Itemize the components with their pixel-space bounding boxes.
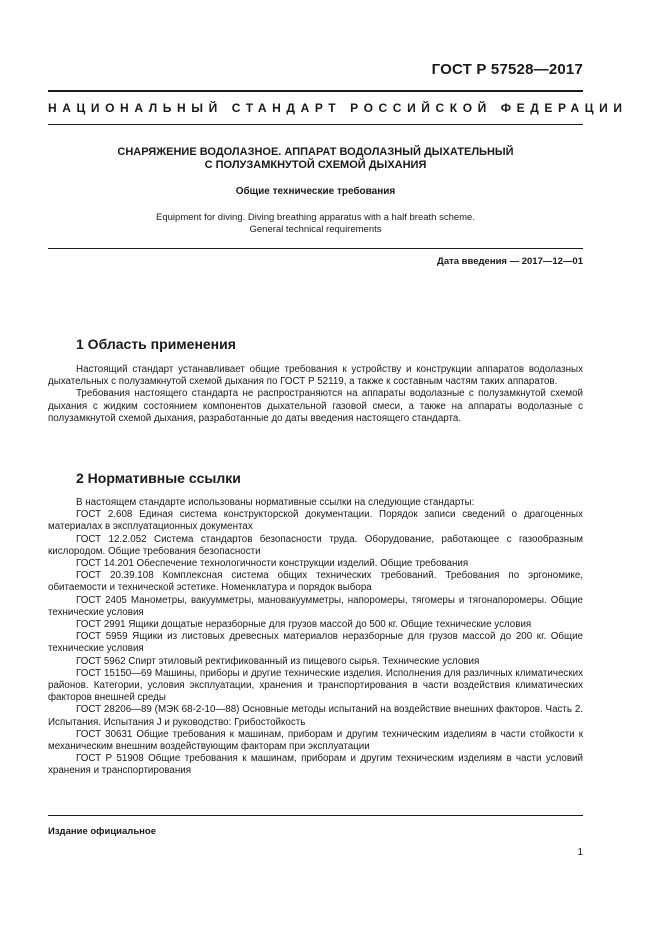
edition-label: Издание официальное [48,826,156,837]
section-2-heading: 2 Нормативные ссылки [76,470,241,486]
national-standard-banner: НАЦИОНАЛЬНЫЙ СТАНДАРТ РОССИЙСКОЙ ФЕДЕРАЦИИ [48,101,628,115]
reference-item: ГОСТ 5962 Спирт этиловый ректификованный из пищевого сырья. Технические условия [76,655,480,667]
section-2-body [48,497,583,778]
section-1-paragraph: Настоящий стандарт устанавливает общие требования к устройству и конструкции аппаратов водолазных дыхательных с полузамкнутой схемой дыхания по ГОСТ Р 52119, а также к составным частям таких аппаратов. [48,364,583,388]
section-1-body [48,364,583,425]
banner-rule [48,124,583,125]
reference-item: ГОСТ 2.608 Единая система конструкторской документации. Порядок записи сведений о драгоценных материалах в эксплуатационных документах [48,509,583,533]
date-rule [48,248,583,249]
reference-item: ГОСТ 28206—89 (МЭК 68-2-10—88) Основные методы испытаний на воздействие внешних факторов. Часть 2. Испытания. Испытания J и руководство: Грибостойкость [48,704,583,728]
english-title-line-1: Equipment for diving. Diving breathing apparatus with a half breath scheme. [156,212,475,223]
title-line-2: С ПОЛУЗАМКНУТОЙ СХЕМОЙ ДЫХАНИЯ [204,159,427,171]
reference-item: ГОСТ 30631 Общие требования к машинам, приборам и другим техническим изделиям в части стойкости к механическим внешним воздействующим факторам при эксплуатации [48,728,583,753]
reference-item: ГОСТ 20.39.108 Комплексная система общих технических требований. Требования по эргономике, обитаемости и технической эстетике. Номенклатура и порядок выбора [48,570,583,594]
document-title [48,146,583,172]
footer-rule [48,815,583,816]
reference-item: ГОСТ 12.2.052 Система стандартов безопасности труда. Оборудование, работающее с газообразным кислородом. Общие требования безопасности [48,533,583,557]
standard-code: ГОСТ Р 57528—2017 [431,61,583,78]
reference-item: ГОСТ 15150—69 Машины, приборы и другие технические изделия. Исполнения для различных климатических районов. Категории, условия эксплуатации, хранения и транспортирования в части воздействия климатических факторов внешней среды [48,667,583,704]
reference-item: ГОСТ Р 51908 Общие требования к машинам, приборам и другим техническим изделиям в части условий хранения и транспортирования [48,753,583,777]
top-rule-thick [48,90,583,92]
reference-item: ГОСТ 2991 Ящики дощатые неразборные для грузов массой до 500 кг. Общие технические условия [76,619,532,631]
reference-item: ГОСТ 14.201 Обеспечение технологичности конструкции изделий. Общие требования [76,558,469,570]
section-1-paragraph: Требования настоящего стандарта не распространяются на аппараты водолазные с полузамкнутой схемой дыхания с жидким состоянием компонентов дыхательной газовой смеси, а также на аппараты водолазные с полузамкнутой схемой дыхания, разработанные до даты введения настоящего стандарта. [48,388,583,424]
reference-item: ГОСТ 5959 Ящики из листовых древесных материалов неразборные для грузов массой до 200 кг. Общие технические условия [48,631,583,655]
effective-date: Дата введения — 2017—12—01 [437,256,583,267]
reference-item: ГОСТ 2405 Манометры, вакуумметры, мановакуумметры, напоромеры, тягомеры и тягонапоромеры. Общие технические условия [48,594,583,618]
english-title-line-2: General technical requirements [249,224,382,235]
section-2-intro: В настоящем стандарте использованы нормативные ссылки на следующие стандарты: [76,497,475,508]
title-line-1: СНАРЯЖЕНИЕ ВОДОЛАЗНОЕ. АППАРАТ ВОДОЛАЗНЫЙ ДЫХАТЕЛЬНЫЙ [117,146,514,158]
document-subtitle: Общие технические требования [235,186,396,197]
english-title [48,212,583,236]
section-1-heading: 1 Область применения [76,336,236,352]
page-number: 1 [577,847,583,858]
